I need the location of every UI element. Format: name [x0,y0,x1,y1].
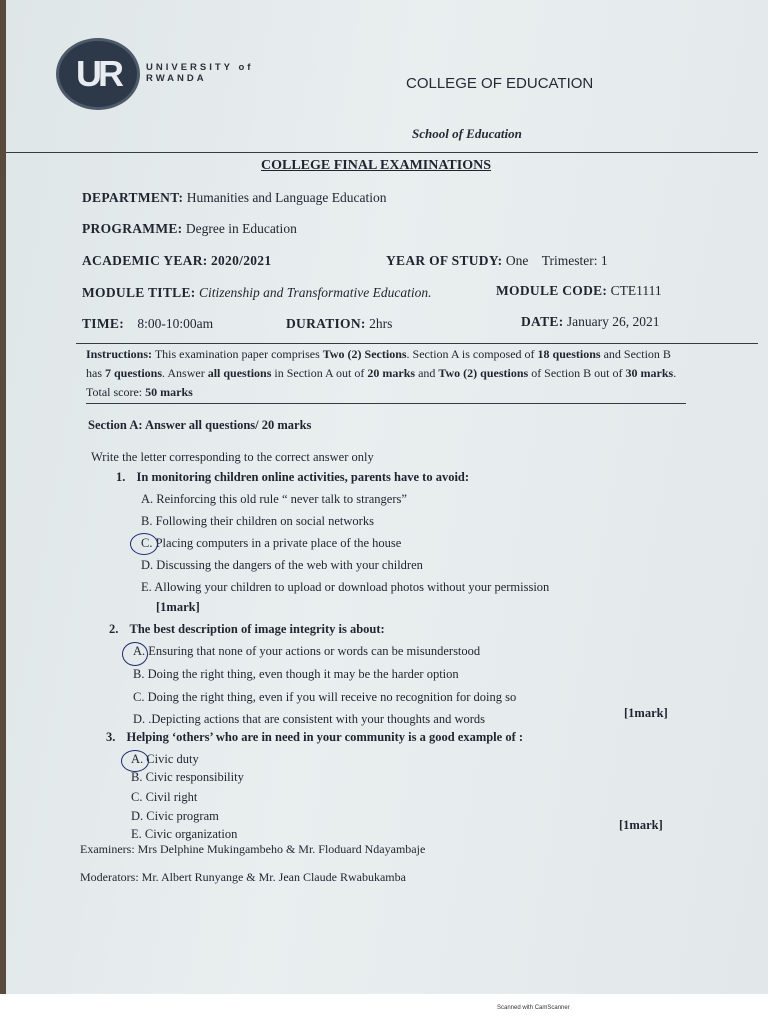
time-row [82,316,213,332]
logo-letters: UR [76,53,120,94]
option-letter: C. [141,536,153,550]
option-letter: D. [141,558,154,572]
option-text: Placing computers in a private place of the house [155,536,402,550]
q1-option-e [141,580,549,595]
instr-text-8: . Total score: [86,366,677,399]
option-text: Allowing your children to upload or download photos without your permission [154,580,550,594]
university-name-line2: RWANDA [146,73,207,84]
option-text: Discussing the dangers of the web with your children [156,558,423,572]
option-text: .Depicting actions that are consistent with your thoughts and words [148,712,486,726]
question-3 [106,730,523,745]
option-text: Civic duty [146,752,199,766]
q1-option-d [141,558,423,573]
q3-option-c [131,790,197,805]
answer-circle-q1 [130,533,158,555]
instr-bold-2: 18 questions [537,347,601,361]
instructions-divider [86,403,686,404]
moderators: Moderators: Mr. Albert Runyange & Mr. Jean Claude Rwabukamba [80,870,406,884]
university-name [146,62,253,84]
exam-title: COLLEGE FINAL EXAMINATIONS [261,158,492,173]
time-value: 8:00-10:00am [137,316,214,331]
q2-option-a [133,644,480,659]
option-text: Civil right [145,790,198,804]
option-letter: B. [133,667,145,681]
trimester: Trimester: 1 [541,253,608,268]
q2-mark: [1mark] [624,706,668,720]
module-title-label: MODULE TITLE: [82,285,196,300]
university-name-line1: UNIVERSITY of [146,62,254,73]
department-label: DEPARTMENT: [82,190,184,205]
q2-option-d [133,712,485,727]
duration-label: DURATION: [286,316,366,331]
department-value: Humanities and Language Education [186,190,387,205]
option-letter: D. [133,712,146,726]
question-3-number: 3. [106,730,116,744]
q1-option-c [141,536,401,551]
date-row [521,314,660,330]
academic-year-label: ACADEMIC YEAR: [82,253,208,268]
examiners: Examiners: Mrs Delphine Mukingambeho & Mr. Floduard Ndayambaje [80,842,426,856]
answer-circle-q2 [122,642,148,666]
academic-year-row [82,253,271,269]
section-a-title: Section A: Answer all questions/ 20 marks [88,418,312,432]
instr-bold-7: 30 marks [625,366,674,380]
option-text: Civic program [146,809,219,823]
duration-row [286,316,392,332]
school-name: School of Education [412,126,522,141]
option-letter: B. [131,770,143,784]
instr-text-3: and Section B has [86,347,671,380]
option-letter: A. [131,752,144,766]
option-letter: B. [141,514,153,528]
q2-option-c [133,690,516,705]
exam-paper [6,0,768,994]
option-text: Following their children on social networks [155,514,374,528]
time-label: TIME: [82,316,124,331]
q3-mark: [1mark] [619,818,663,832]
instr-text-4: . Answer [162,366,205,380]
department-row [82,190,387,206]
date-value: January 26, 2021 [566,314,660,329]
option-letter: A. [133,644,146,658]
option-text: Doing the right thing, even if you will receive no recognition for doing so [147,690,517,704]
instructions-label: Instructions: [86,347,153,361]
q2-option-b [133,667,459,682]
q3-option-e [131,827,237,842]
scan-footer-strip [0,994,768,1024]
option-text: Civic organization [144,827,238,841]
instr-text-7: of Section B out of [531,366,623,380]
duration-value: 2hrs [369,316,393,331]
question-3-text: Helping ‘others’ who are in need in your community is a good example of : [126,730,524,744]
university-logo [56,38,140,110]
college-name: COLLEGE OF EDUCATION [406,75,594,92]
option-text: Civic responsibility [145,770,244,784]
option-letter: C. [133,690,145,704]
question-2-number: 2. [109,622,119,636]
instr-text-1: This examination paper comprises [154,347,320,361]
question-1-number: 1. [116,470,126,484]
module-title-row [82,285,431,301]
instr-bold-6: Two (2) questions [438,366,529,380]
option-text: Reinforcing this old rule “ never talk to strangers” [156,492,407,506]
section-a-direction: Write the letter corresponding to the correct answer only [91,450,374,464]
instr-bold-4: all questions [207,366,272,380]
instr-text-2: . Section A is composed of [406,347,535,361]
date-label: DATE: [521,314,564,329]
module-title-value: Citizenship and Transformative Education. [198,285,432,300]
year-of-study-row [386,253,608,269]
scanner-watermark: Scanned with CamScanner [497,1005,570,1011]
question-2-text: The best description of image integrity is about: [129,622,385,636]
academic-year-value: 2020/2021 [210,253,272,268]
q1-mark: [1mark] [156,600,200,614]
q3-option-b [131,770,244,785]
q3-option-d [131,809,219,824]
option-letter: C. [131,790,143,804]
year-of-study-label: YEAR OF STUDY: [386,253,503,268]
instr-text-5: in Section A out of [274,366,365,380]
module-code-value: CTE1111 [610,283,662,298]
q1-option-a [141,492,407,507]
instr-bold-8: 50 marks [145,385,193,399]
instructions [86,345,686,402]
q1-option-b [141,514,374,529]
answer-circle-q3 [121,750,149,772]
module-code-label: MODULE CODE: [496,283,608,298]
option-letter: E. [131,827,142,841]
instr-bold-5: 20 marks [367,366,416,380]
option-text: Doing the right thing, even though it may be the harder option [147,667,459,681]
module-code-row [496,283,662,299]
year-of-study-value: One [505,253,529,268]
programme-row [82,221,297,237]
header-divider [6,152,758,153]
question-1 [116,470,469,485]
option-letter: E. [141,580,152,594]
option-text: Ensuring that none of your actions or words can be misunderstood [148,644,481,658]
instr-text-6: and [418,366,436,380]
question-2 [109,622,385,637]
programme-value: Degree in Education [185,221,297,236]
programme-label: PROGRAMME: [82,221,183,236]
option-letter: D. [131,809,144,823]
instr-bold-3: 7 questions [105,366,163,380]
instr-bold-1: Two (2) Sections [322,347,407,361]
question-1-text: In monitoring children online activities, parents have to avoid: [136,470,470,484]
option-letter: A. [141,492,154,506]
